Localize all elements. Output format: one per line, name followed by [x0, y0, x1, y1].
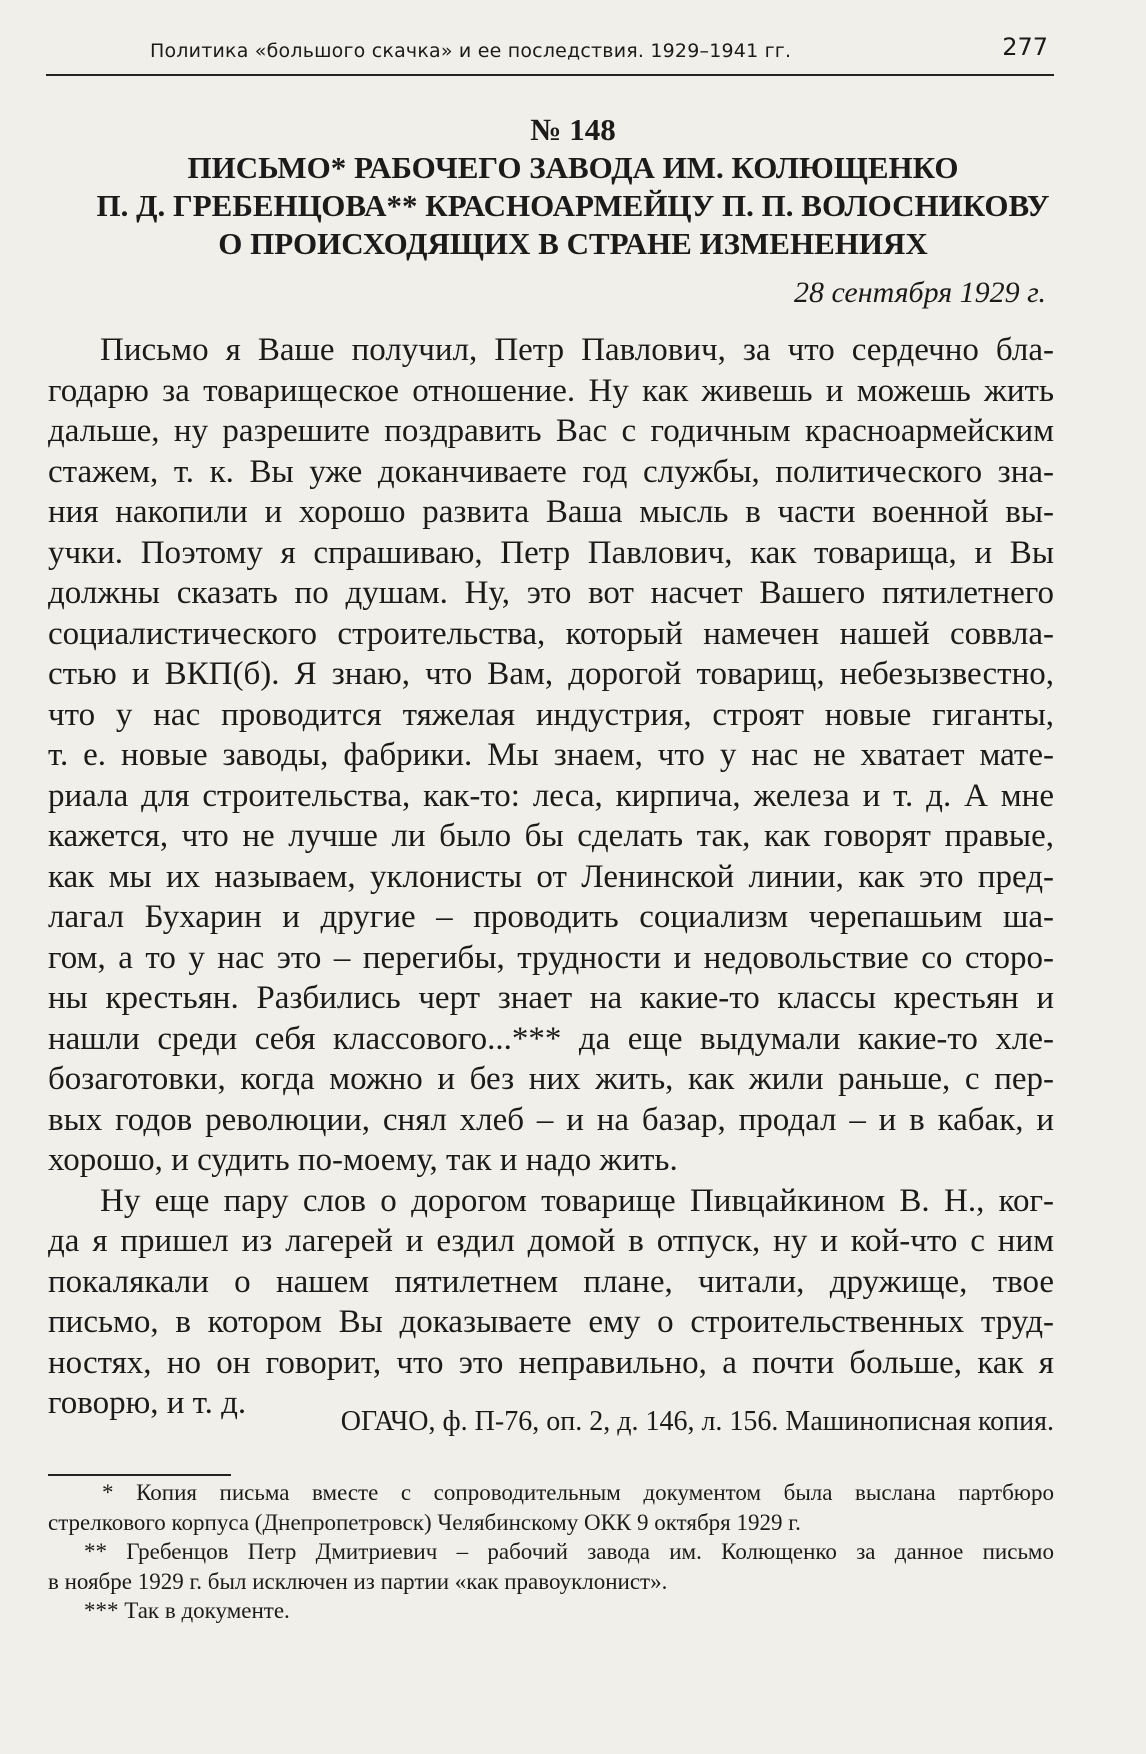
- body-line: гом, а то у нас это – перегибы, трудности и недовольствие со сторо-: [48, 939, 1054, 976]
- running-head-title: Политика «большого скачка» и ее последствия. 1929–1941 гг.: [150, 40, 792, 62]
- footnote-line: в ноябре 1929 г. был исключен из партии «как правоуклонист».: [48, 1568, 668, 1594]
- body-line: нашли среди себя классового...*** да еще выдумали какие-то хле-: [48, 1020, 1054, 1057]
- body-line: да я пришел из лагерей и ездил домой в отпуск, ну и кой-что с ним: [48, 1223, 1054, 1259]
- body-line: письмо, в котором Вы доказываете ему о строительственных труд-: [48, 1304, 1054, 1340]
- body-line: кажется, что не лучше ли было бы сделать так, как говорят правые,: [48, 818, 1054, 854]
- body-line: риала для строительства, как-то: леса, кирпича, железа и т. д. А мне: [48, 777, 1054, 814]
- footnote-line: *** Так в документе.: [84, 1598, 290, 1623]
- body-line: Ну еще пару слов о дорогом товарище Пивцайкином В. Н., ког-: [100, 1182, 1054, 1219]
- body-line: вых годов революции, снял хлеб – и на базар, продал – и в кабак, и: [48, 1101, 1054, 1138]
- body-line: годарю за товарищеское отношение. Ну как живешь и можешь жить: [48, 372, 1054, 409]
- body-line: стью и ВКП(б). Я знаю, что Вам, дорогой товарищ, небезызвестно,: [48, 656, 1054, 692]
- page-number: 277: [1002, 33, 1048, 61]
- body-line: говорю, и т. д.: [48, 1385, 247, 1421]
- body-line: дальше, ну разрешите поздравить Вас с годичным красноармейским: [48, 413, 1054, 449]
- archive-reference: ОГАЧО, ф. П-76, оп. 2, д. 146, л. 156. Машинописная копия.: [340, 1406, 1054, 1437]
- body-line: что у нас проводится тяжелая индустрия, строят новые гиганты,: [48, 696, 1054, 733]
- document-title-line: ПИСЬМО* РАБОЧЕГО ЗАВОДА ИМ. КОЛЮЩЕНКО: [187, 150, 959, 185]
- letter-body: [48, 330, 1054, 1424]
- document-number: № 148: [530, 112, 616, 147]
- body-line: хорошо, и судить по-моему, так и надо жить.: [48, 1142, 678, 1178]
- body-line: ны крестьян. Разбились черт знает на какие-то классы крестьян и: [48, 980, 1054, 1016]
- footnote-line: * Копия письма вместе с сопроводительным документом была выслана партбюро: [102, 1480, 1054, 1505]
- document-date: 28 сентября 1929 г.: [793, 276, 1046, 309]
- body-line: ния накопили и хорошо развита Ваша мысль в части военной вы-: [48, 494, 1054, 530]
- document-title: [90, 149, 1056, 263]
- body-line: как мы их называем, уклонисты от Ленинской линии, как это пред-: [48, 858, 1054, 895]
- body-line: покалякали о нашем пятилетнем плане, читали, дружище, твое: [48, 1263, 1054, 1300]
- body-line: учки. Поэтому я спрашиваю, Петр Павлович, как товарища, и Вы: [48, 534, 1054, 571]
- body-line: т. е. новые заводы, фабрики. Мы знаем, что у нас не хватает мате-: [48, 737, 1054, 773]
- document-title-line: О ПРОИСХОДЯЩИХ В СТРАНЕ ИЗМЕНЕНИЯХ: [218, 226, 928, 261]
- footnote-line: ** Гребенцов Петр Дмитриевич – рабочий завода им. Колющенко за данное письмо: [84, 1539, 1054, 1564]
- footnote-line: стрелкового корпуса (Днепропетровск) Челябинскому ОКК 9 октября 1929 г.: [48, 1509, 801, 1535]
- body-line: бозаготовки, когда можно и без них жить, как жили раньше, с пер-: [48, 1061, 1054, 1097]
- body-line: ностях, но он говорит, что это неправильно, а почти больше, как я: [48, 1344, 1054, 1381]
- footnote-divider: [48, 1474, 231, 1476]
- document-title-line: П. Д. ГРЕБЕНЦОВА** КРАСНОАРМЕЙЦУ П. П. ВОЛОСНИКОВУ: [96, 188, 1050, 223]
- body-line: лагал Бухарин и другие – проводить социализм черепашьим ша-: [48, 899, 1054, 935]
- body-line: должны сказать по душам. Ну, это вот насчет Вашего пятилетнего: [48, 575, 1054, 611]
- body-line: стажем, т. к. Вы уже доканчиваете год службы, политического зна-: [48, 453, 1054, 490]
- footnotes: [48, 1478, 1054, 1626]
- body-line: Письмо я Ваше получил, Петр Павлович, за что сердечно бла-: [100, 332, 1054, 368]
- running-head: [46, 30, 1054, 76]
- body-line: социалистического строительства, который намечен нашей соввла-: [48, 615, 1054, 652]
